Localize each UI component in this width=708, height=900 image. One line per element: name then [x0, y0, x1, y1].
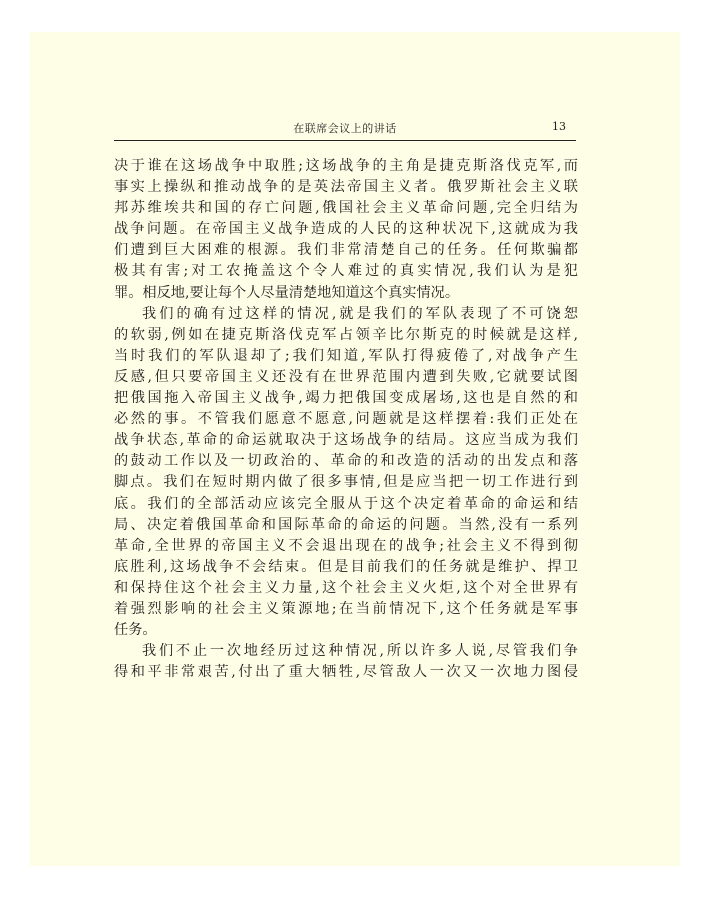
chapter-title: 在联席会议上的讲话 [293, 122, 397, 135]
text-line: 革命,全世界的帝国主义不会退出现在的战争;社会主义不得到彻 [114, 537, 578, 554]
text-line: 底。我们的全部活动应该完全服从于这个决定着革命的命运和结 [114, 495, 578, 512]
text-line: 我们的确有过这样的情况,就是我们的军队表现了不可饶恕 [142, 305, 578, 322]
text-line: 的软弱,例如在捷克斯洛伐克军占领辛比尔斯克的时候就是这样, [114, 326, 578, 343]
text-line: 战争问题。在帝国主义战争造成的人民的这种状况下,这就成为我 [114, 221, 578, 238]
text-line: 必然的事。不管我们愿意不愿意,问题就是这样摆着:我们正处在 [114, 411, 578, 428]
text-line: 决于谁在这场战争中取胜;这场战争的主角是捷克斯洛伐克军,而 [114, 158, 578, 174]
text-line: 任务。 [114, 622, 157, 639]
text-line: 把俄国拖入帝国主义战争,竭力把俄国变成屠场,这也是自然的和 [114, 390, 578, 407]
text-line: 着强烈影响的社会主义策源地;在当前情况下,这个任务就是军事 [114, 600, 578, 617]
running-header [114, 118, 576, 141]
text-line: 脚点。我们在短时期内做了很多事情,但是应当把一切工作进行到 [114, 474, 578, 491]
text-line: 战争状态,革命的命运就取决于这场战争的结局。这应当成为我们 [114, 432, 578, 449]
text-line: 事实上操纵和推动战争的是英法帝国主义者。俄罗斯社会主义联 [114, 179, 578, 196]
body-text [114, 156, 578, 683]
text-line: 反感,但只要帝国主义还没有在世界范围内遭到失败,它就要试图 [114, 368, 578, 385]
text-line: 和保持住这个社会主义力量,这个社会主义火炬,这个对全世界有 [114, 579, 578, 596]
text-line: 底胜利,这场战争不会结束。但是目前我们的任务就是维护、捍卫 [114, 558, 578, 575]
text-line: 邦苏维埃共和国的存亡问题,俄国社会主义革命问题,完全归结为 [114, 200, 578, 217]
text-line: 们遭到巨大困难的根源。我们非常清楚自己的任务。任何欺骗都 [114, 242, 578, 259]
text-line: 我们不止一次地经历过这种情况,所以许多人说,尽管我们争 [142, 643, 578, 660]
text-line: 当时我们的军队退却了;我们知道,军队打得疲倦了,对战争产生 [114, 347, 578, 364]
text-line: 局、决定着俄国革命和国际革命的命运的问题。当然,没有一系列 [114, 516, 578, 533]
text-line: 得和平非常艰苦,付出了重大牺牲,尽管敌人一次又一次地力图侵 [114, 664, 578, 681]
text-line: 的鼓动工作以及一切政治的、革命的和改造的活动的出发点和落 [114, 453, 578, 470]
page-number: 13 [552, 120, 566, 133]
text-line: 极其有害;对工农掩盖这个令人难过的真实情况,我们认为是犯 [114, 263, 578, 280]
text-line: 罪。相反地,要让每个人尽量清楚地知道这个真实情况。 [114, 284, 460, 301]
